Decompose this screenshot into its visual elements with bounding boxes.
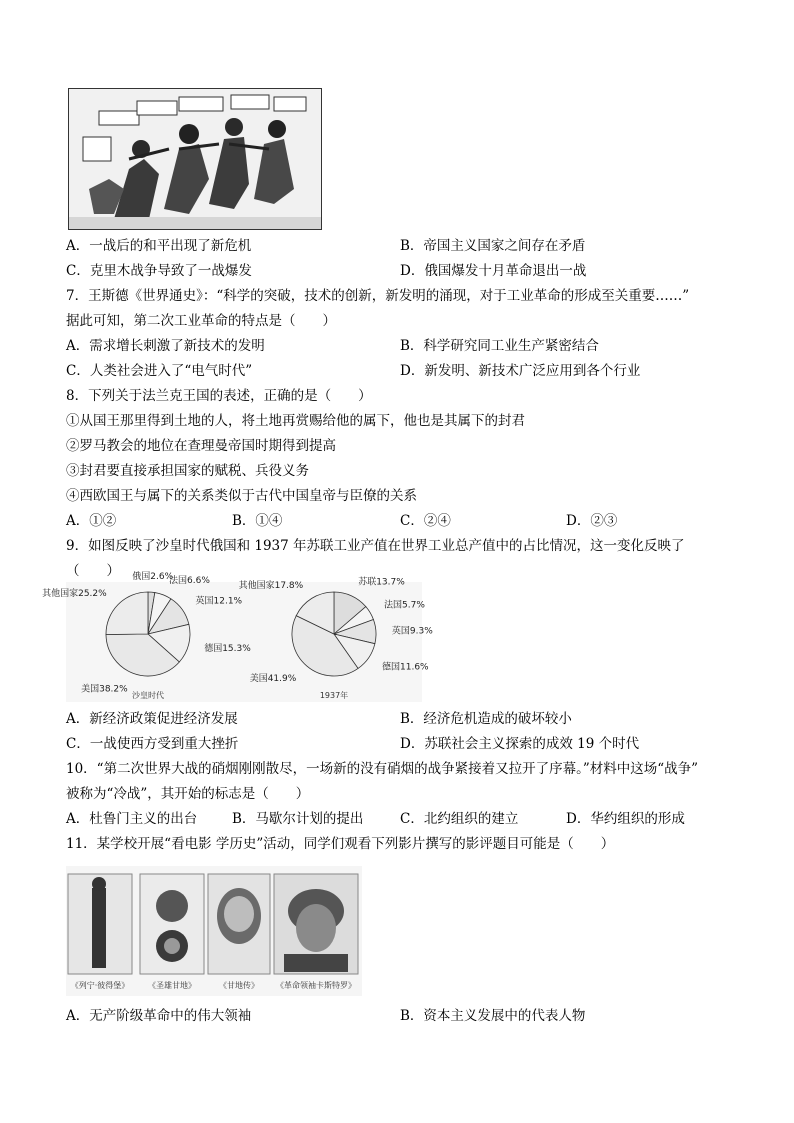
q8-item-3: ③封君要直接承担国家的赋税、兵役义务 [66, 463, 309, 479]
pie-label: 其他国家25.2% [42, 589, 107, 600]
poster-caption-1: 《列宁·彼得堡》 [70, 981, 130, 990]
q9-stem-line2: （ ） [66, 563, 120, 579]
q8-option-c[interactable]: C．②④ [400, 513, 451, 529]
q10-option-d[interactable]: D．华约组织的形成 [566, 811, 685, 827]
poster-caption-4: 《革命领袖卡斯特罗》 [276, 981, 356, 990]
q10-stem-line1: 10．“第二次世界大战的硝烟刚刚散尽，一场新的没有硝烟的战争紧接着又拉开了序幕。”材料中这场“战争” [66, 761, 699, 777]
q6-option-a[interactable]: A．一战后的和平出现了新危机 [66, 238, 252, 254]
q6-option-d[interactable]: D．俄国爆发十月革命退出一战 [400, 263, 587, 279]
q9-option-c[interactable]: C．一战使西方受到重大挫折 [66, 736, 239, 752]
q8-item-1: ①从国王那里得到土地的人，将土地再赏赐给他的属下，他也是其属下的封君 [66, 413, 525, 429]
pie-label: 美国38.2% [81, 684, 128, 695]
q10-option-c[interactable]: C．北约组织的建立 [400, 811, 519, 827]
pie-tsarist [42, 570, 251, 694]
pie-tsarist-title: 沙皇时代 [132, 691, 164, 700]
q7-stem-line1: 7．王斯德《世界通史》：“科学的突破，技术的创新，新发明的涌现，对于工业革命的形成至关重要……” [66, 288, 690, 304]
pie-1937 [239, 575, 434, 684]
cartoon-figure [68, 88, 322, 230]
pie-label: 英国12.1% [195, 596, 243, 607]
pie-label: 俄国2.6% [132, 572, 174, 583]
q10-option-b[interactable]: B．马歇尔计划的提出 [232, 811, 364, 827]
q10-stem-line2: 被称为“冷战”，其开始的标志是（ ） [66, 786, 310, 802]
q7-option-a[interactable]: A．需求增长刺激了新技术的发明 [66, 338, 265, 354]
q9-option-a[interactable]: A．新经济政策促进经济发展 [66, 711, 238, 727]
q8-option-d[interactable]: D．②③ [566, 513, 618, 529]
pie-slice [106, 592, 148, 635]
pie-label: 法国5.7% [384, 600, 425, 611]
cartoon-drawing [69, 89, 321, 229]
q8-stem: 8．下列关于法兰克王国的表述，正确的是（ ） [66, 388, 372, 404]
q11-option-b[interactable]: B．资本主义发展中的代表人物 [400, 1008, 586, 1024]
poster-caption-2: 《圣雄甘地》 [148, 981, 196, 990]
pie-label: 法国6.6% [169, 575, 210, 586]
poster-caption-3: 《甘地传》 [219, 981, 259, 990]
q9-option-b[interactable]: B．经济危机造成的破坏较小 [400, 711, 572, 727]
pie-chart-figure [42, 572, 433, 702]
q7-stem-line2: 据此可知，第二次工业革命的特点是（ ） [66, 313, 336, 329]
movie-posters [66, 866, 362, 996]
pie-label: 美国41.9% [249, 674, 297, 685]
q6-option-b[interactable]: B．帝国主义国家之间存在矛盾 [400, 238, 586, 254]
q11-option-a[interactable]: A．无产阶级革命中的伟大领袖 [66, 1008, 252, 1024]
q10-option-a[interactable]: A．杜鲁门主义的出台 [66, 811, 198, 827]
pie-label: 德国11.6% [382, 662, 429, 673]
q9-stem-line1: 9．如图反映了沙皇时代俄国和 1937 年苏联工业产值在世界工业总产值中的占比情况，这一变化反映了 [66, 538, 685, 554]
q9-option-d[interactable]: D．苏联社会主义探索的成效 19 个时代 [400, 736, 640, 752]
q11-stem: 11．某学校开展“看电影 学历史”活动，同学们观看下列影片撰写的影评题目可能是（ ） [66, 836, 615, 852]
q7-option-c[interactable]: C．人类社会进入了“电气时代” [66, 363, 253, 379]
pie-label: 苏联13.7% [358, 577, 405, 588]
pie-label: 其他国家17.8% [238, 580, 304, 591]
q8-item-4: ④西欧国王与属下的关系类似于古代中国皇帝与臣僚的关系 [66, 488, 417, 504]
q8-item-2: ②罗马教会的地位在查理曼帝国时期得到提高 [66, 438, 336, 454]
q7-option-d[interactable]: D．新发明、新技术广泛应用到各个行业 [400, 363, 641, 379]
pie-label: 德国15.3% [204, 644, 251, 655]
q8-option-b[interactable]: B．①④ [232, 513, 283, 529]
movie-posters-figure [66, 866, 362, 996]
pie-charts [42, 572, 433, 702]
pie-1937-title: 1937年 [319, 691, 349, 700]
q6-option-c[interactable]: C．克里木战争导致了一战爆发 [66, 263, 252, 279]
pie-label: 英国9.3% [391, 626, 433, 637]
q7-option-b[interactable]: B．科学研究同工业生产紧密结合 [400, 338, 599, 354]
q8-option-a[interactable]: A．①② [66, 513, 117, 529]
